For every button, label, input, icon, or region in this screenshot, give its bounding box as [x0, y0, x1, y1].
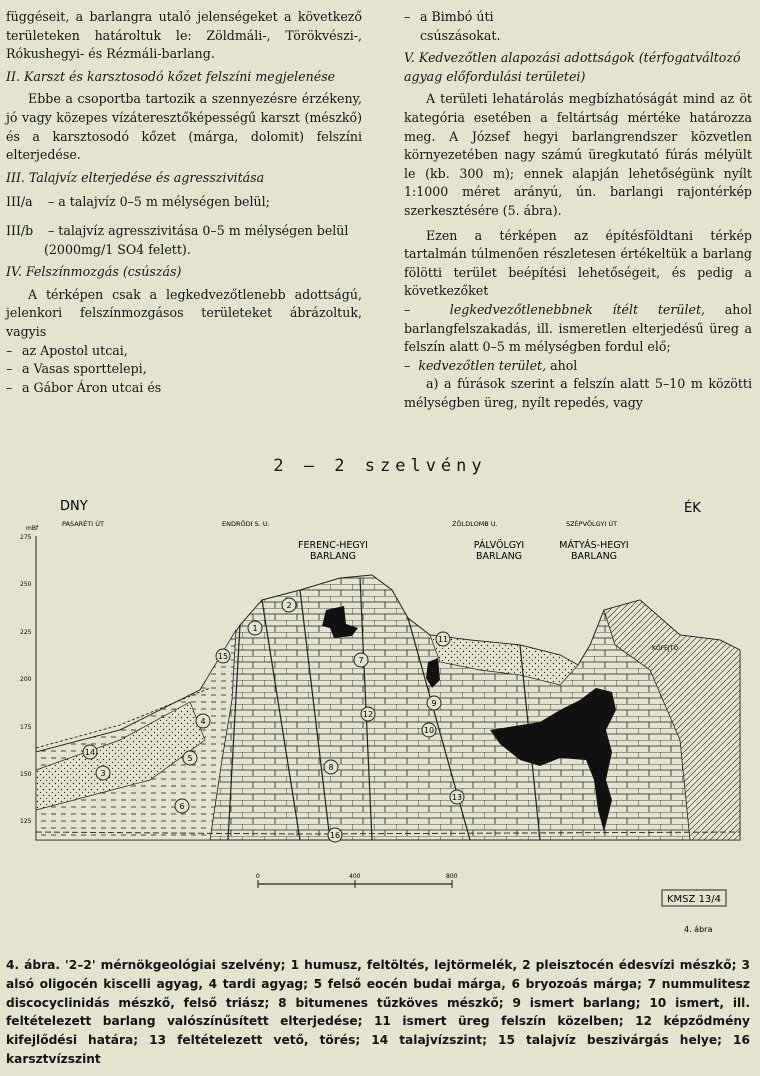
svg-text:5: 5	[187, 754, 193, 763]
street-label: ZÖLDLOMB U.	[452, 520, 498, 528]
quarry-label: KŐFEJTŐ	[652, 645, 679, 652]
right-paragraph-5: A területi lehatárolás megbízhatóságát mind az öt kategória esetében a feltártság mértéke határozza meg. A József hegyi barlangrendszer közvetlen környezetében nagy számú üregkutató fúrás mélyült le (kb. 300 m); ennek alapján lehetőségünk nyílt 1:1000 méret arányú, ún. barlangi rajontérkép szerkesztésére (5. ábra).	[404, 91, 752, 218]
legend-number	[361, 707, 375, 721]
svg-text:2: 2	[286, 601, 292, 610]
street-labels	[62, 519, 617, 528]
section-heading-5: V. Kedvezőtlen alapozási adottságok (térfogatváltozó agyag előfordulási területei)	[404, 50, 741, 84]
cave-label: PÁLVÖLGYI	[473, 540, 525, 551]
list-item-iiib	[6, 222, 362, 241]
left-paragraph-2: Ebbe a csoportba tartozik a szennyezésre érzékeny, jó vagy közepes vízáteresztőképességű karszt (mészkő) és a karsztosodó kőzet (márga, dolomit) felszíni elterjedése.	[6, 91, 362, 163]
scale-label: 0	[256, 873, 260, 880]
definition-1-text: ahol barlangfelszakadás, ill. ismeretlen elterjedésű üreg a felszín alatt 0–5 m mélységben fordul elő;	[404, 301, 752, 355]
list-item: – az Apostol utcai,	[6, 342, 362, 361]
iiib-label: III/b	[6, 222, 34, 238]
legend-number	[216, 649, 230, 663]
section-heading-2: II. Karszt és karsztosodó kőzet felszíni megjelenése	[6, 68, 336, 84]
cave-label: BARLANG	[475, 551, 523, 562]
svg-text:10: 10	[423, 726, 435, 735]
list-item-text: az Apostol utcai,	[22, 342, 128, 358]
svg-text:13: 13	[451, 793, 463, 802]
right-paragraph-6: Ezen a térképen az építésföldtani térkép tartalmán túlmenően részletesen értékeltük a barlang fölötti terület beépítési lehetőségeit, és pedig a következőket	[404, 227, 752, 299]
street-label: SZÉPVÖLGYI ÚT	[566, 520, 618, 528]
left-paragraph-4: A térképen csak a legkedvezőtlenebb adottságú, jelenkori felszínmozgásos területeket ábrázoltuk, vagyis	[6, 286, 362, 339]
svg-text:12: 12	[362, 710, 374, 719]
legend-number	[436, 632, 450, 646]
street-label: PASARÉTI ÚT	[62, 520, 104, 528]
legend-number	[324, 760, 338, 774]
legend-number	[328, 828, 342, 842]
definition-2: – kedvezőtlen terület, ahol	[404, 357, 578, 373]
iiia-text: – a talajvíz 0–5 m mélységen belül;	[48, 194, 270, 210]
scale-label: 400	[349, 873, 361, 880]
right-paragraph-a: a) a fúrások szerint a felszín alatt 5–10 m közötti mélységben üreg, nyílt repedés, vagy	[404, 376, 752, 410]
y-tick-label: 175	[20, 724, 32, 731]
list-item: – a Bimbó úti	[404, 8, 752, 27]
street-label: ENDRŐDI S. U.	[222, 520, 270, 528]
list-item-continuation: csúszásokat.	[420, 27, 501, 43]
svg-text:15: 15	[217, 652, 229, 661]
figure-code: KMSZ 13/4	[667, 894, 722, 905]
scale-bar	[256, 873, 458, 888]
definition-2-text: ahol	[546, 357, 578, 373]
definition-1-term: legkedvezőtlenebbnek ítélt terület,	[449, 301, 706, 317]
y-tick-label: 125	[20, 818, 32, 825]
legend-number	[183, 751, 197, 765]
legend-number	[282, 598, 296, 612]
iiib-continuation: (2000mg/1 SO4 felett).	[44, 241, 191, 257]
y-ticks	[20, 534, 32, 825]
figure-title: 2 – 2 szelvény	[273, 456, 487, 476]
scale-label: 800	[446, 873, 458, 880]
definition-2-term: kedvezőtlen terület,	[418, 357, 547, 373]
y-tick-label: 250	[20, 581, 32, 588]
svg-text:9: 9	[431, 699, 437, 708]
left-paragraph-1: függéseit, a barlangra utaló jelenségeket a következő területeken határoltuk le: Zöldmáli-, Törökvészi-, Rókushegyi- és Rézmáli-barlang.	[6, 9, 362, 62]
list-item-text: a Bimbó úti	[420, 9, 494, 24]
cave-label: BARLANG	[309, 551, 357, 562]
legend-number	[83, 745, 97, 759]
svg-text:11: 11	[437, 635, 449, 644]
svg-text:16: 16	[329, 831, 341, 840]
section-heading-3: III. Talajvíz elterjedése és agresszivitása	[6, 169, 265, 185]
svg-text:1: 1	[252, 624, 258, 633]
svg-text:14: 14	[84, 748, 96, 757]
cave-label: BARLANG	[570, 551, 618, 562]
left-column	[6, 8, 362, 397]
figure-caption: 4. ábra. '2–2' mérnökgeológiai szelvény; 1 humusz, feltöltés, lejtörmelék, 2 pleisztocén édesvízi mészkő; 3 alsó oligocén kiscelli agyag, 4 tardi agyag; 5 felső eocén budai márga, 6 bryozoás márga; 7 nummulitesz discocyclinidás mészkő, felső triász; 8 bitumenes tűzköves mészkő; 9 ismert barlang; 10 ismert, ill. feltételezett barlang valószínűsített elterjedése; 11 ismert üreg felszín közelben; 12 képződmény kifejlődési határa; 13 feltételezett vető, törés; 14 talajvízszint; 15 talajvíz beszivárgás helye; 16 karsztvízszint	[6, 958, 750, 1066]
legend-number	[450, 790, 464, 804]
legend-number	[196, 714, 210, 728]
y-tick-label: 275	[20, 534, 32, 541]
svg-text:3: 3	[100, 769, 106, 778]
svg-text:7: 7	[358, 656, 364, 665]
right-column	[404, 8, 752, 412]
y-tick-label: 225	[20, 629, 32, 636]
cross-section-figure	[0, 440, 760, 940]
y-tick-label: 200	[20, 676, 32, 683]
list-item-text: a Gábor Áron utcai és	[22, 379, 162, 395]
cave-label: MÁTYÁS-HEGYI	[559, 540, 629, 551]
definition-1: – legkedvezőtlenebbnek ítélt terület, ahol barlangfelszakadás, ill. ismeretlen elterjedésű üreg a felszín alatt 0–5 m mélységben fordul elő;	[404, 301, 752, 355]
section-heading-4: IV. Felszínmozgás (csúszás)	[6, 264, 182, 280]
cave-label: FERENC-HEGYI	[298, 540, 368, 551]
legend-number	[96, 766, 110, 780]
list-item-iiia	[6, 193, 362, 212]
iiia-label: III/a	[6, 194, 33, 210]
direction-right: ÉK	[684, 501, 701, 516]
direction-left: DNY	[60, 499, 88, 514]
svg-text:4: 4	[200, 717, 206, 726]
y-tick-label: 150	[20, 771, 32, 778]
legend-number	[422, 723, 436, 737]
legend-number	[354, 653, 368, 667]
y-axis-unit: mBf	[26, 525, 39, 532]
svg-text:6: 6	[179, 802, 185, 811]
svg-text:8: 8	[328, 763, 334, 772]
legend-number	[175, 799, 189, 813]
list-item-text: a Vasas sporttelepi,	[22, 361, 147, 377]
iiib-text: – talajvíz agresszivitása 0–5 m mélységen belül	[48, 222, 349, 238]
legend-number	[427, 696, 441, 710]
list-item: – a Vasas sporttelepi,	[6, 360, 362, 379]
cave-labels	[298, 539, 629, 562]
legend-number	[248, 621, 262, 635]
figure-note: 4. ábra	[684, 925, 713, 934]
list-item: – a Gábor Áron utcai és	[6, 379, 362, 398]
